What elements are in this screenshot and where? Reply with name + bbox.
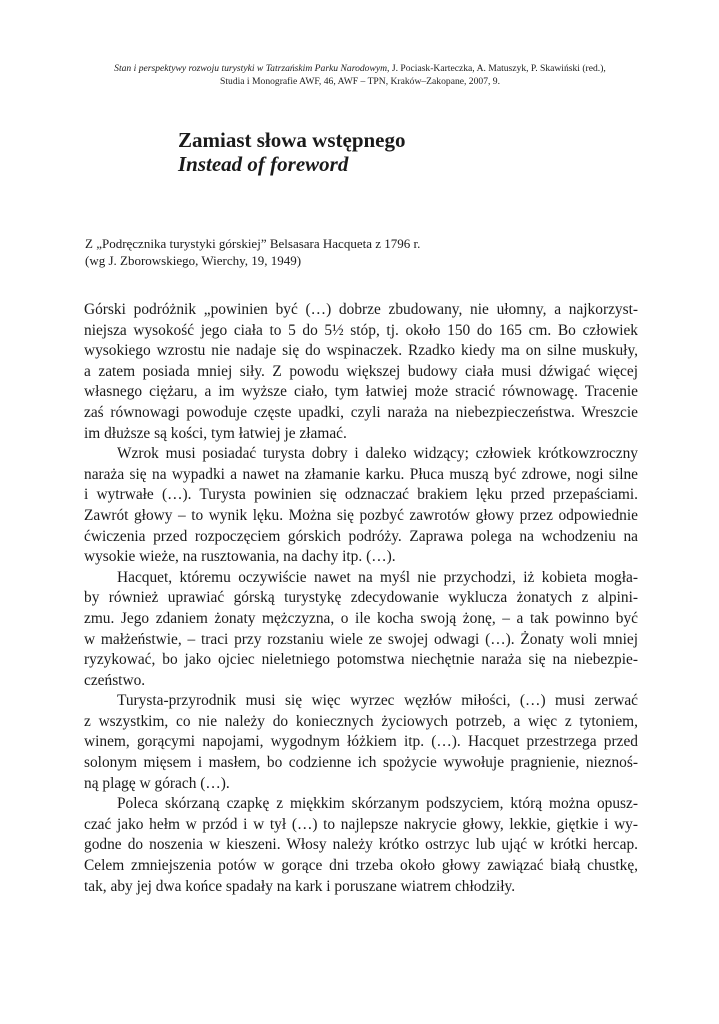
text-line: czać jako hełm w przód i w tył (…) to najlepsze nakrycie głowy, lekkie, giętkie i wy-: [84, 815, 638, 833]
source-line-2: (wg J. Zborowskiego, Wierchy, 19, 1949): [85, 253, 302, 268]
page-title-polish: Zamiast słowa wstępnego: [178, 128, 406, 152]
text-line: ryzykować, bo jako ojciec nieletniego potomstwa niechętnie naraża się na niebezpie-: [84, 651, 638, 669]
citation-line-2: Studia i Monografie AWF, 46, AWF – TPN, Kraków–Zakopane, 2007, 9.: [220, 76, 500, 87]
text-line: solonym mięsem i masłem, bo codzienne ich spożycie wywołuje pragnienie, nieznoś-: [84, 754, 638, 772]
title-block: [178, 128, 658, 176]
text-line: niejsza wysokość jego ciała to 5 do 5½ stóp, tj. około 150 do 165 cm. Bo człowiek: [84, 321, 638, 339]
paragraph-2: [84, 444, 638, 568]
text-line: i wytrwałe (…). Turysta powinien się odznaczać brakiem lęku przed przepaściami.: [84, 486, 638, 504]
text-line: własnego ciężaru, a im wyższe ciało, tym łatwiej może stracić równowagę. Tracenie: [84, 383, 638, 401]
text-line: Turysta-przyrodnik musi się więc wyrzec węzłów miłości, (…) musi zerwać: [117, 692, 638, 710]
paragraph-1: [84, 300, 638, 444]
text-line: Zawrót głowy – to wynik lęku. Można się pozbyć zawrotów głowy przez odpowiednie: [84, 506, 638, 524]
text-line: Hacquet, któremu oczywiście nawet na myśl nie przychodzi, iż kobieta mogła-: [117, 568, 638, 586]
text-line: w małżeństwie, – traci przy rozstaniu wiele ze swojej odwagi (…). Żonaty woli mniej: [84, 630, 638, 648]
text-line: zmu. Jego zdaniem żonaty mężczyzna, o ile kocha swoją żonę, – a tak powinno być: [84, 609, 638, 627]
text-line: ćwiczenia przed rozpoczęciem górskich podróży. Zaprawa polega na wchodzeniu na: [84, 527, 638, 545]
text-line: Poleca skórzaną czapkę z miękkim skórzanym podszyciem, którą można opusz-: [117, 795, 638, 813]
citation-editors: J. Pociask-Karteczka, A. Matuszyk, P. Skawiński (red.),: [389, 63, 606, 74]
text-line: czeństwo.: [84, 671, 146, 689]
text-line: im dłuższe są kości, tym łatwiej je złamać.: [84, 424, 347, 442]
body-text: [84, 300, 638, 897]
citation-line-1: [60, 62, 660, 75]
paragraph-4: [84, 691, 638, 794]
text-line: naraża się na wypadki a nawet na złamanie karku. Płuca muszą być zdrowe, nogi silne: [84, 465, 638, 483]
citation-header: [60, 62, 660, 88]
text-line: Wzrok musi posiadać turysta dobry i daleko widzący; człowiek krótkowzroczny: [117, 445, 638, 463]
text-line: zaś równowagi powoduje częste upadki, czyli naraża na niebezpieczeństwa. Wreszcie: [84, 403, 638, 421]
text-line: Celem zmniejszenia potów w gorące dni trzeba około głowy zawiązać białą chustkę,: [84, 857, 638, 875]
citation-book-title: Stan i perspektywy rozwoju turystyki w Tatrzańskim Parku Narodowym,: [114, 63, 390, 74]
text-line: ną plagę w górach (…).: [84, 774, 230, 792]
text-line: a zatem posiada mniej siły. Z powodu większej budowy ciała musi dźwigać więcej: [84, 362, 638, 380]
paragraph-3: [84, 568, 638, 692]
text-line: winem, gorącymi napojami, wygodnym łóżkiem itp. (…). Hacquet przestrzega przed: [84, 733, 638, 751]
text-line: Górski podróżnik „powinien być (…) dobrze zbudowany, nie ułomny, a najkorzyst-: [84, 301, 638, 318]
text-line: wysokie wieże, na rusztowania, na dachy itp. (…).: [84, 548, 396, 566]
source-line-1: Z „Podręcznika turystyki górskiej” Belsasara Hacqueta z 1796 r.: [85, 236, 421, 251]
text-line: godne do noszenia w kieszeni. Włosy należy krótko ostrzyc lub ująć w krótki hercap.: [84, 836, 638, 854]
text-line: z wszystkim, co nie należy do koniecznych życiowych potrzeb, a więc z tytoniem,: [84, 712, 638, 730]
page-title-english: Instead of foreword: [178, 152, 349, 176]
paragraph-5: [84, 794, 638, 897]
text-line: tak, aby jej dwa końce spadały na kark i poruszane wiatrem chłodziły.: [84, 877, 516, 895]
text-line: by również uprawiać górską turystykę zdecydowanie wyklucza żonatych z alpini-: [84, 589, 638, 607]
text-line: wysokiego wzrostu nie nadaje się do wspinaczek. Rzadko kiedy ma on silne muskuły,: [84, 342, 638, 360]
source-note: [85, 235, 645, 269]
